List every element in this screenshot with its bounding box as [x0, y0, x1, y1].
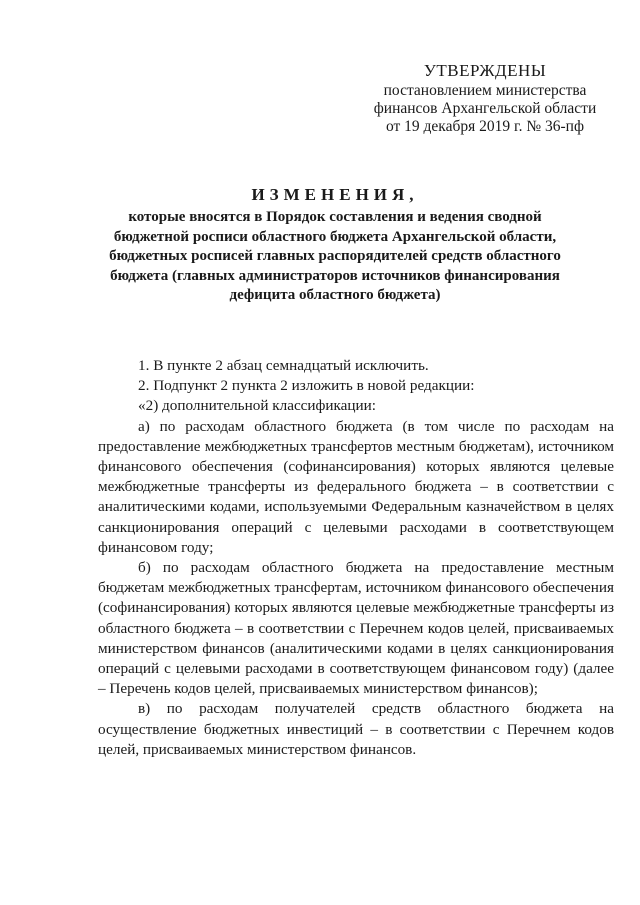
paragraph-b: б) по расходам областного бюджета на предоставление местным бюджетам межбюджетных трансфертам, источником финансового обеспечения (софинансирования) которых являются целевые межбюджетные трансферты из областного бюджета – в соответствии с Перечнем кодов целей, присваиваемых министерством финансов (аналитическими кодами в целях санкционирования операций с целевыми расходами в соответствующем финансовом году) (далее – Перечень кодов целей, присваиваемых министерством финансов); [98, 559, 614, 698]
approval-stamp [360, 62, 610, 136]
title-subtitle: которые вносятся в Порядок составления и ведения сводной бюджетной росписи областного бюджета Архангельской области, бюджетных росписей главных распорядителей средств областного бюджета (главных администраторов источников финансирования дефицита областного бюджета) [109, 209, 561, 304]
approval-line-2: финансов Архангельской области [373, 100, 597, 117]
document-title [100, 184, 570, 306]
approval-heading: УТВЕРЖДЕНЫ [423, 61, 547, 80]
document-body [98, 356, 614, 760]
paragraph-a: а) по расходам областного бюджета (в том числе по расходам на предоставление межбюджетных трансфертов местным бюджетам), источником финансового обеспечения (софинансирования) которых являются целевые межбюджетные трансферты из федерального бюджета – в соответствии с аналитическими кодами, используемыми Федеральным казначейством в целях санкционирования операций с целевыми расходами в соответствующем финансовом году; [98, 417, 614, 556]
approval-line-3: от 19 декабря 2019 г. № 36-пф [385, 118, 585, 135]
paragraph-2: 2. Подпункт 2 пункта 2 изложить в новой редакции: [138, 377, 475, 395]
paragraph-3: «2) дополнительной классификации: [138, 397, 377, 415]
approval-line-1: постановлением министерства [383, 82, 587, 99]
paragraph-c: в) по расходам получателей средств областного бюджета на осуществление бюджетных инвестиций – в соответствии с Перечнем кодов целей, присваиваемых министерством финансов. [98, 700, 614, 758]
paragraph-1: 1. В пункте 2 абзац семнадцатый исключить. [138, 357, 429, 374]
title-main: ИЗМЕНЕНИЯ, [251, 185, 419, 204]
